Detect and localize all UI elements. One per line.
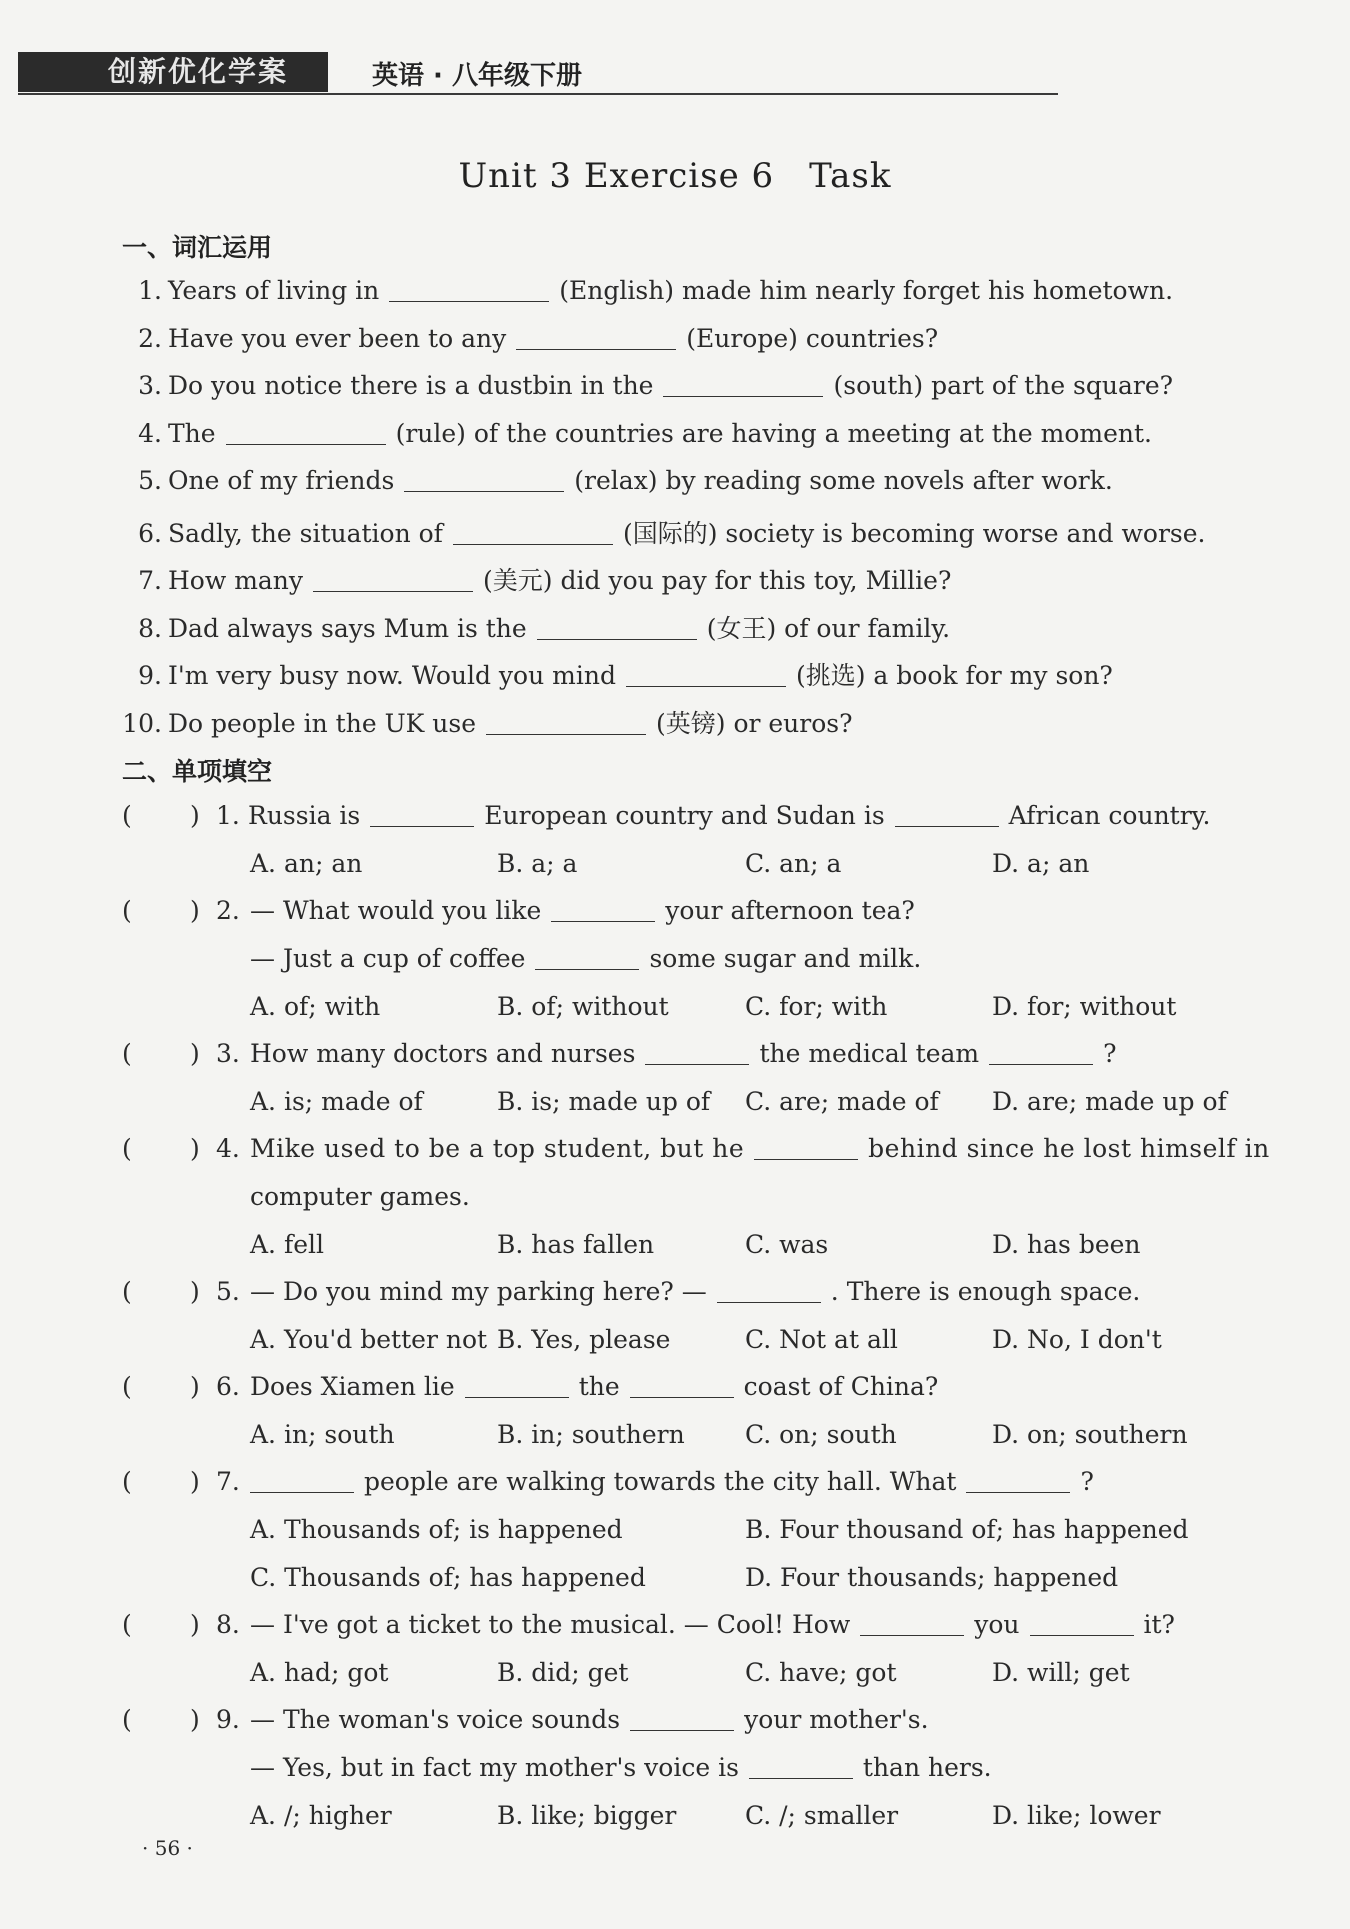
answer-paren-close: )	[190, 1372, 200, 1401]
answer-blank[interactable]	[486, 733, 646, 735]
answer-blank[interactable]	[630, 1396, 734, 1398]
answer-paren-close: )	[190, 1277, 200, 1306]
section-heading-multiple-choice: 二、单项填空	[122, 757, 273, 786]
vocab-item: 2. Have you ever been to any (Europe) countries?	[138, 324, 939, 353]
answer-paren-close: )	[190, 1039, 200, 1068]
question-number: 1.	[216, 801, 240, 830]
vocab-item: 4. The (rule) of the countries are having a meeting at the moment.	[138, 419, 1152, 448]
question-stem: — Do you mind my parking here? — . There is enough space.	[250, 1277, 1141, 1306]
question-number: 2.	[216, 896, 240, 925]
option-a[interactable]: A. in; south	[250, 1420, 395, 1449]
answer-blank[interactable]	[516, 348, 676, 350]
answer-blank[interactable]	[404, 490, 564, 492]
vocab-item: 1. Years of living in (English) made him nearly forget his hometown.	[138, 276, 1174, 305]
section-heading-vocabulary: 一、词汇运用	[122, 233, 273, 262]
answer-blank[interactable]	[250, 1491, 354, 1493]
option-d[interactable]: D. No, I don't	[992, 1325, 1162, 1354]
vocab-item: 8. Dad always says Mum is the (女王) of our family.	[138, 614, 951, 643]
answer-paren-close: )	[190, 1467, 200, 1496]
header-rule	[18, 93, 1058, 95]
vocab-item: 9. I'm very busy now. Would you mind (挑选) a book for my son?	[138, 661, 1113, 690]
option-c[interactable]: C. on; south	[745, 1420, 897, 1449]
vocab-item: 7. How many (美元) did you pay for this toy, Millie?	[138, 566, 952, 595]
answer-blank[interactable]	[626, 685, 786, 687]
answer-blank[interactable]	[370, 825, 474, 827]
answer-blank[interactable]	[989, 1063, 1093, 1065]
option-c[interactable]: C. Not at all	[745, 1325, 898, 1354]
option-d[interactable]: D. for; without	[992, 992, 1177, 1021]
brand-logo: 创新优化学案	[108, 55, 289, 88]
option-b[interactable]: B. in; southern	[497, 1420, 685, 1449]
question-stem: — Just a cup of coffee some sugar and milk.	[250, 944, 922, 973]
option-d[interactable]: D. on; southern	[992, 1420, 1188, 1449]
answer-blank[interactable]	[749, 1777, 853, 1779]
answer-paren-open: (	[122, 1277, 132, 1306]
answer-paren-open: (	[122, 896, 132, 925]
answer-paren-open: (	[122, 1134, 132, 1163]
question-number: 3.	[216, 1039, 240, 1068]
option-b[interactable]: B. is; made up of	[497, 1087, 711, 1116]
option-d[interactable]: D. has been	[992, 1230, 1141, 1259]
answer-paren-open: (	[122, 1039, 132, 1068]
answer-blank[interactable]	[663, 395, 823, 397]
answer-paren-close: )	[190, 1610, 200, 1639]
question-number: 5.	[216, 1277, 240, 1306]
option-d[interactable]: D. will; get	[992, 1658, 1130, 1687]
option-d[interactable]: D. Four thousands; happened	[745, 1563, 1119, 1592]
option-a[interactable]: A. an; an	[250, 849, 363, 878]
option-c[interactable]: C. was	[745, 1230, 829, 1259]
question-number: 9.	[216, 1705, 240, 1734]
option-b[interactable]: B. Four thousand of; has happened	[745, 1515, 1189, 1544]
answer-blank[interactable]	[389, 300, 549, 302]
answer-blank[interactable]	[537, 638, 697, 640]
option-c[interactable]: C. /; smaller	[745, 1801, 899, 1830]
answer-blank[interactable]	[313, 590, 473, 592]
option-a[interactable]: A. You'd better not	[250, 1325, 488, 1354]
vocab-item: 5. One of my friends (relax) by reading some novels after work.	[138, 466, 1113, 495]
answer-paren-close: )	[190, 1134, 200, 1163]
option-c[interactable]: C. have; got	[745, 1658, 897, 1687]
answer-blank[interactable]	[1030, 1634, 1134, 1636]
option-a[interactable]: A. Thousands of; is happened	[250, 1515, 623, 1544]
option-b[interactable]: B. has fallen	[497, 1230, 655, 1259]
option-a[interactable]: A. had; got	[250, 1658, 389, 1687]
vocab-item: 6. Sadly, the situation of (国际的) society is becoming worse and worse.	[138, 519, 1206, 548]
option-d[interactable]: D. like; lower	[992, 1801, 1161, 1830]
answer-blank[interactable]	[535, 968, 639, 970]
question-stem: — The woman's voice sounds your mother's.	[250, 1705, 929, 1734]
option-c[interactable]: C. an; a	[745, 849, 842, 878]
option-b[interactable]: B. a; a	[497, 849, 578, 878]
question-stem: How many doctors and nurses the medical team ?	[250, 1039, 1117, 1068]
option-c[interactable]: C. Thousands of; has happened	[250, 1563, 646, 1592]
question-stem: — What would you like your afternoon tea?	[250, 896, 915, 925]
option-d[interactable]: D. a; an	[992, 849, 1090, 878]
page-title: Unit 3 Exercise 6 Task	[458, 156, 892, 196]
answer-blank[interactable]	[754, 1158, 858, 1160]
book-title: 英语 · 八年级下册	[372, 61, 582, 91]
question-number: 6.	[216, 1372, 240, 1401]
answer-paren-open: (	[122, 1372, 132, 1401]
answer-blank[interactable]	[630, 1729, 734, 1731]
question-stem: people are walking towards the city hall. What ?	[250, 1467, 1094, 1496]
answer-blank[interactable]	[465, 1396, 569, 1398]
answer-blank[interactable]	[226, 443, 386, 445]
answer-blank[interactable]	[966, 1491, 1070, 1493]
option-c[interactable]: C. for; with	[745, 992, 888, 1021]
question-stem: Mike used to be a top student, but he behind since he lost himself in	[250, 1134, 1270, 1163]
page-number: · 56 ·	[142, 1836, 193, 1860]
question-number: 4.	[216, 1134, 240, 1163]
option-b[interactable]: B. did; get	[497, 1658, 629, 1687]
answer-blank[interactable]	[551, 920, 655, 922]
option-b[interactable]: B. like; bigger	[497, 1801, 677, 1830]
answer-blank[interactable]	[453, 543, 613, 545]
question-stem: Russia is European country and Sudan is African country.	[248, 801, 1211, 830]
answer-paren-open: (	[122, 801, 132, 830]
answer-blank[interactable]	[717, 1301, 821, 1303]
option-a[interactable]: A. of; with	[250, 992, 381, 1021]
vocab-item: 10. Do people in the UK use (英镑) or euros?	[122, 709, 853, 738]
vocab-item: 3. Do you notice there is a dustbin in the (south) part of the square?	[138, 371, 1174, 400]
option-c[interactable]: C. are; made of	[745, 1087, 939, 1116]
answer-paren-close: )	[190, 1705, 200, 1734]
answer-blank[interactable]	[860, 1634, 964, 1636]
answer-paren-close: )	[190, 896, 200, 925]
question-stem: — Yes, but in fact my mother's voice is than hers.	[250, 1753, 992, 1782]
option-a[interactable]: A. /; higher	[250, 1801, 392, 1830]
option-b[interactable]: B. of; without	[497, 992, 669, 1021]
answer-blank[interactable]	[895, 825, 999, 827]
option-a[interactable]: A. is; made of	[250, 1087, 423, 1116]
option-a[interactable]: A. fell	[250, 1230, 324, 1259]
answer-paren-open: (	[122, 1705, 132, 1734]
option-d[interactable]: D. are; made up of	[992, 1087, 1227, 1116]
question-stem: — I've got a ticket to the musical. — Cool! How you it?	[250, 1610, 1175, 1639]
answer-paren-open: (	[122, 1610, 132, 1639]
question-number: 8.	[216, 1610, 240, 1639]
answer-paren-close: )	[190, 801, 200, 830]
answer-blank[interactable]	[645, 1063, 749, 1065]
question-stem-continued: computer games.	[250, 1182, 470, 1211]
question-stem: Does Xiamen lie the coast of China?	[250, 1372, 939, 1401]
answer-paren-open: (	[122, 1467, 132, 1496]
option-b[interactable]: B. Yes, please	[497, 1325, 671, 1354]
question-number: 7.	[216, 1467, 240, 1496]
